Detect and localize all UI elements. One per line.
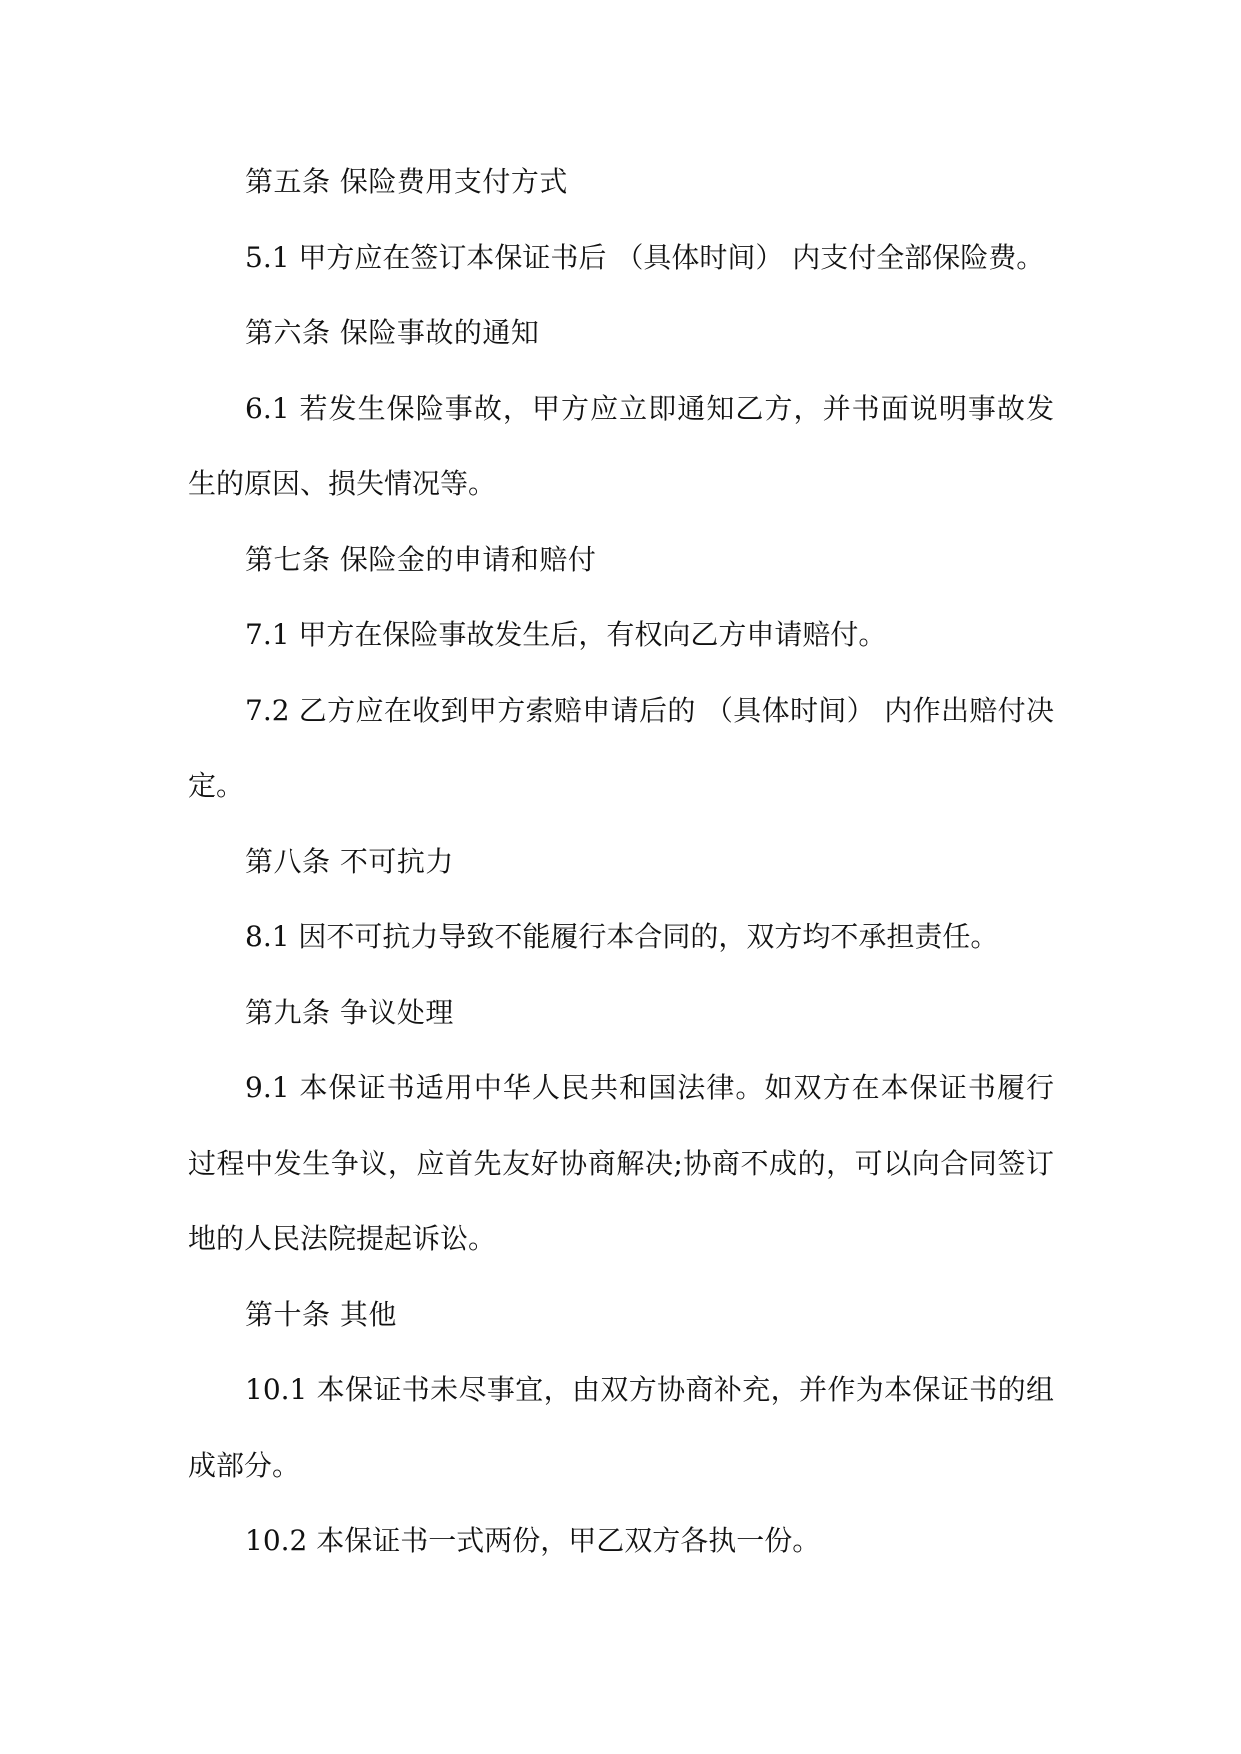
article-10-heading: 第十条 其他: [245, 1297, 397, 1331]
clause-6-1: 6.1 若发生保险事故，甲方应立即通知乙方，并书面说明事故发生的原因、损失情况等。: [188, 391, 1054, 500]
clause-10-2: 10.2 本保证书一式两份，甲乙双方各执一份。: [245, 1524, 821, 1557]
article-7-heading: 第七条 保险金的申请和赔付: [245, 542, 597, 576]
clause-7-1: 7.1 甲方在保险事故发生后，有权向乙方申请赔付。: [245, 618, 887, 651]
clause-8-1: 8.1 因不可抗力导致不能履行本合同的，双方均不承担责任。: [245, 920, 999, 953]
article-6-heading: 第六条 保险事故的通知: [245, 316, 540, 349]
clause-5-1: 5.1 甲方应在签订本保证书后 （具体时间） 内支付全部保险费。: [245, 240, 1045, 274]
article-5-heading: 第五条 保险费用支付方式: [245, 165, 568, 198]
article-8-heading: 第八条 不可抗力: [245, 844, 454, 878]
article-9-heading: 第九条 争议处理: [245, 995, 454, 1029]
clause-9-1: 9.1 本保证书适用中华人民共和国法律。如双方在本保证书履行过程中发生争议，应首先友好协商解决;协商不成的，可以向合同签订地的人民法院提起诉讼。: [188, 1071, 1054, 1255]
document-body: [188, 144, 1054, 1579]
clause-7-2: 7.2 乙方应在收到甲方索赔申请后的 （具体时间） 内作出赔付决定。: [188, 693, 1054, 802]
clause-10-1: 10.1 本保证书未尽事宜，由双方协商补充，并作为本保证书的组成部分。: [188, 1373, 1054, 1482]
